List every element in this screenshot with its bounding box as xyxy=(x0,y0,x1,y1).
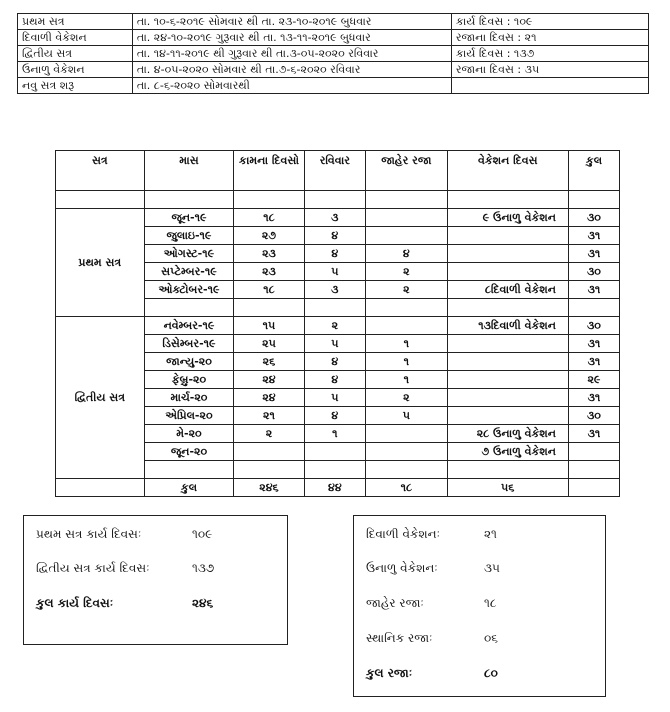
summary-label: કુલ રજાઃ xyxy=(366,666,413,680)
public-holidays-cell: ૨ xyxy=(366,281,447,299)
month-cell: જાન્યુ-૨૦ xyxy=(144,353,234,371)
sundays-cell xyxy=(304,443,366,461)
month-cell: જૂન-૨૦ xyxy=(144,443,234,461)
sundays-cell: ૫ xyxy=(304,335,366,353)
summary-label: પ્રથમ સત્ર કાર્ય દિવસઃ xyxy=(36,527,142,541)
total-total xyxy=(568,479,619,497)
schedule-note: રજાના દિવસ : ૨૧ xyxy=(451,30,648,46)
holiday-summary-box xyxy=(353,515,606,697)
total-sundays: ૪૪ xyxy=(304,479,366,497)
month-cell: ડિસેમ્બર-૧૯ xyxy=(144,335,234,353)
working-days-cell: ૨૭ xyxy=(234,227,304,245)
total-cell: ૩૧ xyxy=(568,425,619,443)
blank-row xyxy=(56,191,620,209)
total-cell: ૩૦ xyxy=(568,263,619,281)
working-days-cell: ૧૮ xyxy=(234,281,304,299)
summary-label: સ્થાનિક રજાઃ xyxy=(366,631,433,645)
summary-label: કુલ કાર્ય દિવસઃ xyxy=(36,596,114,610)
working-days-cell: ૨૬ xyxy=(234,353,304,371)
total-label: કુલ xyxy=(144,479,234,497)
term-label: પ્રથમ સત્ર xyxy=(56,209,145,317)
empty-cell xyxy=(56,191,145,209)
schedule-note: રજાના દિવસ : ૩૫ xyxy=(451,62,648,78)
schedule-period: તા. ૧૪-૧૧-૨૦૧૯ થી ગુરૂવાર થી તા.૩-૦૫-૨૦૨૦ રવિવાર xyxy=(132,46,451,62)
sundays-cell: ૪ xyxy=(304,227,366,245)
vacation-cell xyxy=(447,245,568,263)
public-holidays-cell xyxy=(366,443,447,461)
schedule-term: દિવાળી વેકેશન xyxy=(18,30,133,46)
schedule-row xyxy=(18,46,649,62)
schedule-term: ઉનાળુ વેકેશન xyxy=(18,62,133,78)
empty-cell xyxy=(304,299,366,317)
schedule-note: કાર્ય દિવસ : ૧૦૯ xyxy=(451,14,648,30)
working-days-cell: ૨ xyxy=(234,425,304,443)
summary-value: ૧૦૯ xyxy=(192,527,213,541)
empty-cell xyxy=(144,191,234,209)
summary-value: ૮૦ xyxy=(484,666,498,680)
vacation-cell xyxy=(447,407,568,425)
empty-cell xyxy=(447,461,568,479)
schedule-note: કાર્ય દિવસ : ૧૩૭ xyxy=(451,46,648,62)
empty-cell xyxy=(568,461,619,479)
vacation-cell: ૯ ઉનાળુ વેકેશન xyxy=(447,209,568,227)
total-vacation: ૫૬ xyxy=(447,479,568,497)
summary-label: દ્વિતીય સત્ર કાર્ય દિવસઃ xyxy=(36,561,150,575)
table-row xyxy=(56,317,620,335)
working-days-cell: ૨૧ xyxy=(234,407,304,425)
month-cell: ઓક્ટોબર-૧૯ xyxy=(144,281,234,299)
working-days-cell: ૧૮ xyxy=(234,209,304,227)
sundays-cell: ૩ xyxy=(304,209,366,227)
working-days-cell: ૧૫ xyxy=(234,317,304,335)
summary-label: ઉનાળુ વેકેશનઃ xyxy=(366,561,438,575)
summary-value: ૨૪૬ xyxy=(192,596,214,610)
header-month: માસ xyxy=(144,151,234,191)
summary-value: ૧૮ xyxy=(484,596,497,610)
empty-cell xyxy=(366,191,447,209)
sundays-cell: ૩ xyxy=(304,281,366,299)
vacation-cell xyxy=(447,227,568,245)
month-cell: ઓગસ્ટ-૧૯ xyxy=(144,245,234,263)
empty-cell xyxy=(234,191,304,209)
total-public-holidays: ૧૮ xyxy=(366,479,447,497)
month-cell: જુલાઇ-૧૯ xyxy=(144,227,234,245)
summary-label: દિવાળી વેકેશનઃ xyxy=(366,527,441,541)
working-days-cell: ૨૫ xyxy=(234,335,304,353)
summary-value: ૦૬ xyxy=(484,631,498,645)
sundays-cell: ૪ xyxy=(304,407,366,425)
empty-cell xyxy=(234,461,304,479)
public-holidays-cell xyxy=(366,425,447,443)
total-cell: ૩૧ xyxy=(568,353,619,371)
month-cell: સપ્ટેમ્બર-૧૯ xyxy=(144,263,234,281)
total-cell: ૩૧ xyxy=(568,389,619,407)
schedule-term: દ્વિતીય સત્ર xyxy=(18,46,133,62)
empty-cell xyxy=(568,299,619,317)
total-cell xyxy=(568,443,619,461)
vacation-cell: ૮દિવાળી વેકેશન xyxy=(447,281,568,299)
working-days-summary-box xyxy=(23,515,288,645)
public-holidays-cell: ૧ xyxy=(366,371,447,389)
vacation-cell: ૨૮ ઉનાળુ વેકેશન xyxy=(447,425,568,443)
empty-cell xyxy=(144,299,234,317)
empty-cell xyxy=(56,479,145,497)
month-cell: નવેમ્બર-૧૯ xyxy=(144,317,234,335)
sundays-cell: ૧ xyxy=(304,425,366,443)
total-row xyxy=(56,479,620,497)
working-days-cell: ૨૪ xyxy=(234,371,304,389)
header-vacation-days: વેકેશન દિવસ xyxy=(447,151,568,191)
schedule-period: તા. ૪-૦૫-૨૦૨૦ સોમવાર થી તા.૭-૬-૨૦૨૦ રવિવાર xyxy=(132,62,451,78)
vacation-cell xyxy=(447,371,568,389)
public-holidays-cell xyxy=(366,209,447,227)
total-cell: ૩૦ xyxy=(568,407,619,425)
total-cell: ૩૧ xyxy=(568,281,619,299)
schedule-row xyxy=(18,62,649,78)
sundays-cell: ૫ xyxy=(304,389,366,407)
total-working-days: ૨૪૬ xyxy=(234,479,304,497)
total-cell: ૩૧ xyxy=(568,227,619,245)
empty-cell xyxy=(366,461,447,479)
empty-cell xyxy=(304,191,366,209)
header-working-days: કામના દિવસો xyxy=(234,151,304,191)
public-holidays-cell: ૪ xyxy=(366,245,447,263)
working-days-cell: ૨૩ xyxy=(234,263,304,281)
month-cell: ફેબ્રુ-૨૦ xyxy=(144,371,234,389)
header-public-holidays: જાહેર રજા xyxy=(366,151,447,191)
header-total: કુલ xyxy=(568,151,619,191)
schedule-note xyxy=(451,78,648,94)
month-cell: એપ્રિલ-૨૦ xyxy=(144,407,234,425)
empty-cell xyxy=(447,191,568,209)
table-header-row xyxy=(56,151,620,191)
vacation-cell xyxy=(447,353,568,371)
schedule-row xyxy=(18,14,649,30)
public-holidays-cell xyxy=(366,317,447,335)
schedule-term: નવુ સત્ર શરૂ xyxy=(18,78,133,94)
working-days-cell: ૨૪ xyxy=(234,389,304,407)
total-cell: ૩૧ xyxy=(568,335,619,353)
public-holidays-cell: ૨ xyxy=(366,389,447,407)
public-holidays-cell: ૨ xyxy=(366,263,447,281)
empty-cell xyxy=(144,461,234,479)
header-sundays: રવિવાર xyxy=(304,151,366,191)
vacation-cell xyxy=(447,335,568,353)
schedule-row xyxy=(18,30,649,46)
empty-cell xyxy=(366,299,447,317)
empty-cell xyxy=(447,299,568,317)
total-cell: ૩૦ xyxy=(568,317,619,335)
empty-cell xyxy=(304,461,366,479)
sundays-cell: ૪ xyxy=(304,245,366,263)
empty-cell xyxy=(568,191,619,209)
schedule-term: પ્રથમ સત્ર xyxy=(18,14,133,30)
term-schedule-table xyxy=(17,13,649,94)
schedule-period: તા. ૧૦-૬-૨૦૧૯ સોમવાર થી તા. ૨૩-૧૦-૨૦૧૯ બુધવાર xyxy=(132,14,451,30)
month-cell: જૂન-૧૯ xyxy=(144,209,234,227)
schedule-period: તા. ૨૪-૧૦-૨૦૧૯ ગુરૂવાર થી તા. ૧૩-૧૧-૨૦૧૯ બુધવાર xyxy=(132,30,451,46)
public-holidays-cell: ૧ xyxy=(366,335,447,353)
public-holidays-cell: ૫ xyxy=(366,407,447,425)
header-term: સત્ર xyxy=(56,151,145,191)
monthly-days-table xyxy=(55,150,620,497)
summary-value: ૧૩૭ xyxy=(192,561,215,575)
vacation-cell: ૭ ઉનાળુ વેકેશન xyxy=(447,443,568,461)
empty-cell xyxy=(234,299,304,317)
sundays-cell: ૪ xyxy=(304,353,366,371)
sundays-cell: ૪ xyxy=(304,371,366,389)
total-cell: ૩૧ xyxy=(568,245,619,263)
sundays-cell: ૫ xyxy=(304,263,366,281)
total-cell: ૨૯ xyxy=(568,371,619,389)
total-cell: ૩૦ xyxy=(568,209,619,227)
month-cell: માર્ચ-૨૦ xyxy=(144,389,234,407)
term-label: દ્વિતીય સત્ર xyxy=(56,317,145,479)
month-cell: મે-૨૦ xyxy=(144,425,234,443)
vacation-cell: ૧૩દિવાળી વેકેશન xyxy=(447,317,568,335)
working-days-cell: ૨૩ xyxy=(234,245,304,263)
schedule-row xyxy=(18,78,649,94)
working-days-cell xyxy=(234,443,304,461)
vacation-cell xyxy=(447,263,568,281)
vacation-cell xyxy=(447,389,568,407)
schedule-period: તા. ૮-૬-૨૦૨૦ સોમવારથી xyxy=(132,78,451,94)
summary-value: ૩૫ xyxy=(484,561,500,575)
sundays-cell: ૨ xyxy=(304,317,366,335)
public-holidays-cell: ૧ xyxy=(366,353,447,371)
table-row xyxy=(56,209,620,227)
summary-value: ૨૧ xyxy=(484,527,497,541)
summary-label: જાહેર રજાઃ xyxy=(366,596,424,610)
public-holidays-cell xyxy=(366,227,447,245)
